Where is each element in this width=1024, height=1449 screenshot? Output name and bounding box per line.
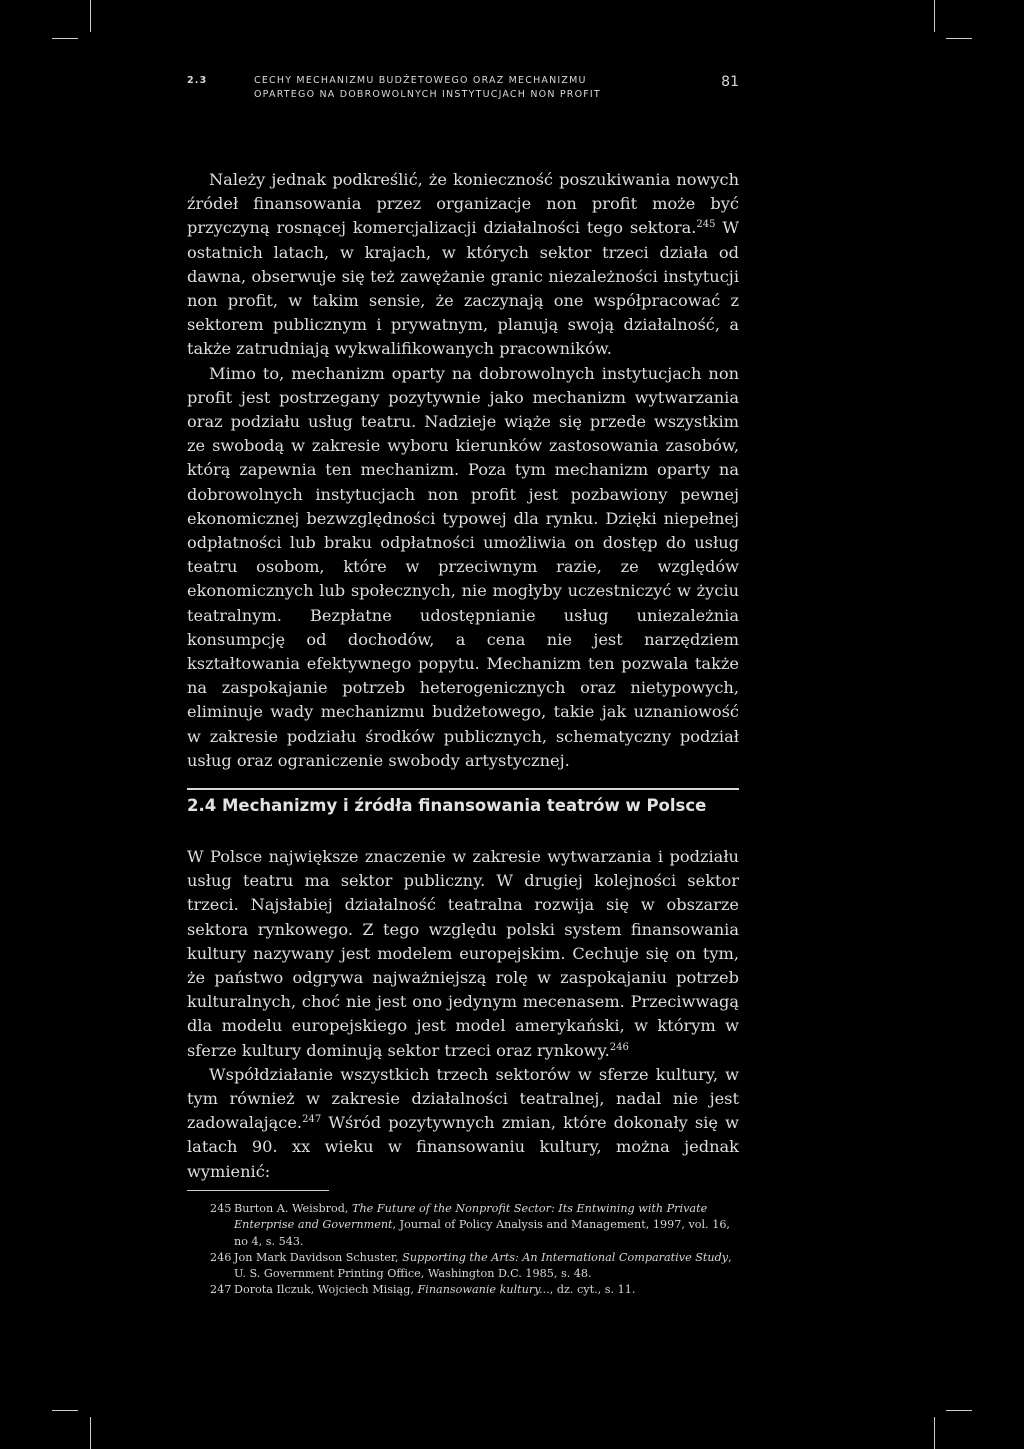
section-paragraph-2-text-b: Wśród pozytywnych zmian, które dokonały się w latach 90. xx wieku w finansowaniu kultury, można jednak wymienić: [187,1113,739,1181]
footnote-title: Finansowanie kultury... [417,1283,550,1297]
crop-mark-top-left [90,0,91,32]
footnotes [210,1201,739,1299]
footnote-text [234,1282,739,1298]
running-head-title-line2: OPARTEGO NA DOBROWOLNYCH INSTYTUCJACH NON PROFIT [254,89,601,100]
crop-mark-bottom-left-h [52,1410,78,1411]
running-head-section-number: 2.3 [187,75,208,86]
section-rule [187,788,739,790]
footnote-title: Supporting the Arts: An International Comparative Study [402,1250,729,1264]
running-head-title [254,74,601,102]
footnote-rest: , U. S. Government Printing Office, Washington D.C. 1985, s. 48. [234,1250,732,1281]
footnote-rest: , dz. cyt., s. 11. [549,1283,636,1297]
body-paragraph-1 [187,168,739,362]
section-text [187,845,739,1184]
footnote-245 [210,1201,739,1250]
running-head-title-line1: CECHY MECHANIZMU BUDŻETOWEGO ORAZ MECHANIZMU [254,75,587,86]
footnote-title: The Future of the Nonprofit Sector: Its Entwining with Private Enterprise and Government [234,1202,708,1232]
crop-mark-top-right [934,0,935,32]
footnote-ref-246[interactable]: 246 [609,1041,629,1053]
crop-mark-top-right-h [946,38,972,39]
body-text [187,168,739,773]
crop-mark-bottom-left [90,1417,91,1449]
footnote-ref-247[interactable]: 247 [302,1114,322,1126]
footnote-number: 245 [210,1202,232,1215]
footnote-246 [210,1250,739,1283]
crop-mark-bottom-right-h [946,1410,972,1411]
body-paragraph-1-text-a: Należy jednak podkreślić, że konieczność poszukiwania nowych źródeł finansowania przez organizacje non profit może być przyczyną rosnącej komercjalizacji działalności tego sektora. [187,170,739,238]
body-paragraph-1-text-b: W ostatnich latach, w krajach, w których sektor trzeci działa od dawna, obserwuje się też zawężanie granic niezależności instytucji non profit, w takim sensie, że zaczynają one współpracować z sektorem publicznym i prywatnym, planują swoją działalność, a także zatrudniają wykwalifikowanych pracowników. [187,218,739,359]
crop-mark-bottom-right [934,1417,935,1449]
footnote-author: Jon Mark Davidson Schuster, [234,1250,403,1264]
footnote-rule [187,1190,329,1191]
footnote-text [234,1250,739,1283]
crop-mark-top-left-h [52,38,78,39]
section-paragraph-1 [187,845,739,1063]
section-heading: 2.4 Mechanizmy i źródła finansowania teatrów w Polsce [187,796,707,815]
footnote-author: Dorota Ilczuk, Wojciech Misiąg, [234,1283,418,1297]
body-paragraph-2: Mimo to, mechanizm oparty na dobrowolnych instytucjach non profit jest postrzegany pozytywnie jako mechanizm wytwarzania oraz podziału usług teatru. Nadzieje wiąże się przede wszystkim ze swobodą w zakresie wyboru kierunków zastosowania zasobów, którą zapewnia ten mechanizm. Poza tym mechanizm oparty na dobrowolnych instytucjach non profit jest pozbawiony pewnej ekonomicznej bezwzględności typowej dla rynku. Dzięki niepełnej odpłatności lub braku odpłatności umożliwia on dostęp do usług teatru osobom, które w przeciwnym razie, ze względów ekonomicznych lub społecznych, nie mogłyby uczestniczyć w życiu teatralnym. Bezpłatne udostępnianie usług uniezależnia konsumpcję od dochodów, a cena nie jest narzędziem kształtowania efektywnego popytu. Mechanizm ten pozwala także na zaspokajanie potrzeb heterogenicznych oraz nietypowych, eliminuje wady mechanizmu budżetowego, takie jak uznaniowość w zakresie podziału środków publicznych, schematyczny podział usług oraz ograniczenie swobody artystycznej. [187,363,739,770]
section-paragraph-2-text-a: Współdziałanie wszystkich trzech sektorów w sferze kultury, w tym również w zakresie działalności teatralnej, nadal nie jest zadowalające. [187,1064,739,1133]
footnote-247 [210,1282,739,1298]
footnote-number: 246 [210,1250,232,1264]
footnote-number: 247 [210,1283,232,1297]
page-number: 81 [721,74,739,90]
footnote-rest: , Journal of Policy Analysis and Management, 1997, vol. 16, no 4, s. 543. [234,1218,730,1248]
footnote-text [234,1201,739,1250]
footnote-author: Burton A. Weisbrod, [234,1202,353,1215]
footnote-ref-245[interactable]: 245 [696,219,716,231]
section-paragraph-2 [187,1063,739,1184]
section-paragraph-1-text: W Polsce największe znaczenie w zakresie wytwarzania i podziału usług teatru ma sektor publiczny. W drugiej kolejności sektor trzeci. Najsłabiej działalność teatralna rozwija się w obszarze sektora rynkowego. Z tego względu polski system finansowania kultury nazywany jest modelem europejskim. Cechuje się on tym, że państwo odgrywa najważniejszą rolę w zaspokajaniu potrzeb kulturalnych, choć nie jest ono jedynym mecenasem. Przeciwwagą dla modelu europejskiego jest model amerykański, w którym w sferze kultury dominują sektor trzeci oraz rynkowy. [187,847,739,1060]
